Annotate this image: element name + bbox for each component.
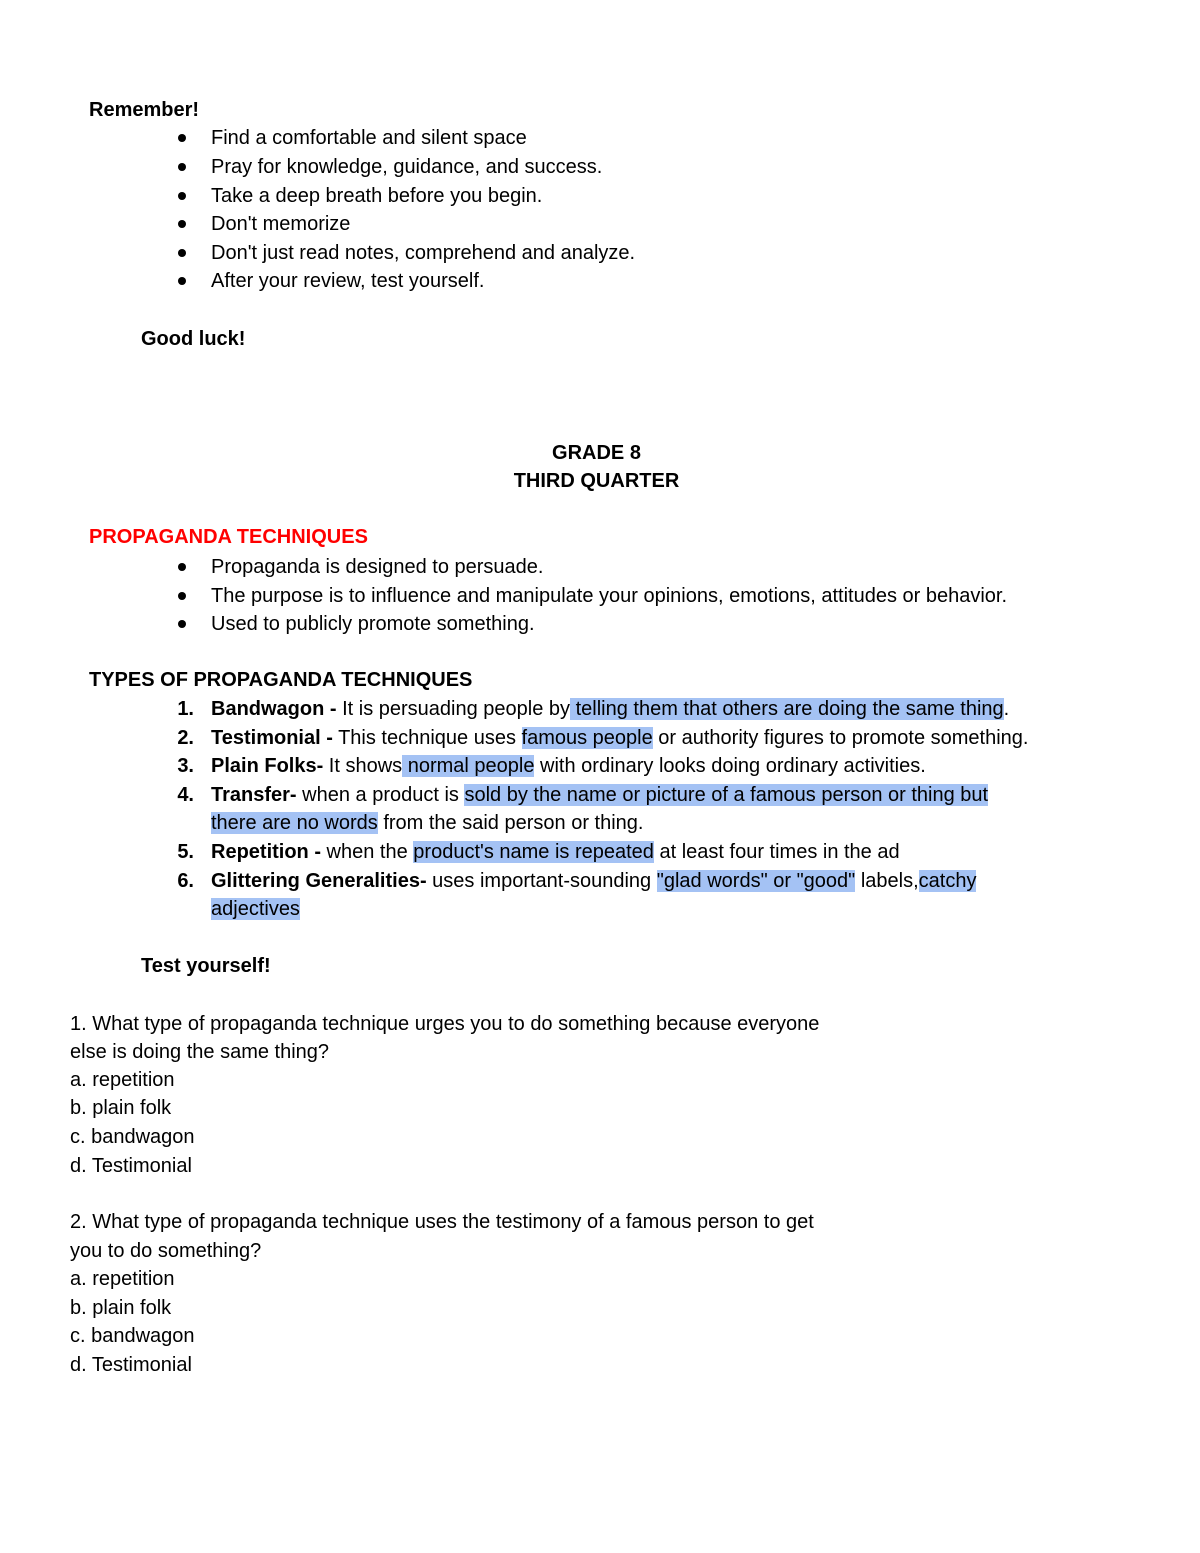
item-number: 4. (177, 784, 194, 806)
technique-text: uses important-sounding (426, 870, 657, 892)
list-item: Used to publicly promote something. (211, 613, 535, 635)
quarter-title: THIRD QUARTER (513, 470, 680, 492)
list-item: After your review, test yourself. (211, 270, 485, 292)
bullet-icon (178, 249, 186, 257)
list-item: Find a comfortable and silent space (211, 127, 527, 149)
technique-term: Transfer- (211, 784, 297, 806)
technique-text: when the (321, 841, 414, 863)
highlighted-text: product's name is repeated (413, 841, 654, 863)
item-number: 6. (177, 870, 194, 892)
technique-text: . (1003, 698, 1010, 720)
bullet-icon (178, 134, 186, 142)
list-item: The purpose is to influence and manipulate your opinions, emotions, attitudes or behavior. (211, 585, 1008, 607)
highlighted-text: sold by the name or picture of a famous person or thing but (464, 784, 989, 806)
technique-item (211, 724, 1028, 752)
item-number: 5. (177, 841, 194, 863)
answer-option: a. repetition (70, 1268, 175, 1290)
technique-term: Bandwagon - (211, 698, 337, 720)
technique-term: Repetition - (211, 841, 321, 863)
technique-item (211, 752, 926, 780)
answer-option: c. bandwagon (70, 1325, 195, 1347)
question-text: you to do something? (70, 1240, 262, 1262)
answer-option: d. Testimonial (70, 1155, 192, 1177)
technique-item (211, 838, 900, 866)
item-number: 1. (177, 698, 194, 720)
technique-text: It shows (323, 755, 403, 777)
technique-text: when a product is (296, 784, 465, 806)
list-item: Pray for knowledge, guidance, and success. (211, 156, 603, 178)
list-item: Don't just read notes, comprehend and analyze. (211, 242, 636, 264)
technique-text: labels, (855, 870, 919, 892)
technique-text: or authority figures to promote something. (652, 727, 1029, 749)
technique-term: Glittering Generalities- (211, 870, 427, 892)
technique-item-continued (211, 895, 300, 923)
technique-term: Testimonial - (211, 727, 333, 749)
list-item: Take a deep breath before you begin. (211, 185, 543, 207)
bullet-icon (178, 620, 186, 628)
bullet-icon (178, 592, 186, 600)
technique-text: from the said person or thing. (377, 812, 644, 834)
highlighted-text: famous people (521, 727, 653, 749)
grade-title: GRADE 8 (552, 442, 641, 464)
question-text: else is doing the same thing? (70, 1041, 330, 1063)
technique-text: at least four times in the ad (653, 841, 900, 863)
good-luck-text: Good luck! (141, 328, 246, 350)
technique-term: Plain Folks- (211, 755, 324, 777)
list-item: Don't memorize (211, 213, 351, 235)
technique-item (211, 781, 988, 809)
highlighted-text: catchy (918, 870, 977, 892)
bullet-icon (178, 563, 186, 571)
item-number: 2. (177, 727, 194, 749)
bullet-icon (178, 192, 186, 200)
highlighted-text: "glad words" or "good" (656, 870, 856, 892)
bullet-icon (178, 163, 186, 171)
technique-text: It is persuading people by (336, 698, 571, 720)
technique-item-continued (211, 809, 643, 837)
bullet-icon (178, 277, 186, 285)
highlighted-text: there are no words (211, 812, 378, 834)
technique-text: with ordinary looks doing ordinary activities. (534, 755, 926, 777)
technique-item (211, 867, 976, 895)
question-text: 2. What type of propaganda technique uses the testimony of a famous person to get (70, 1211, 814, 1233)
question-text: 1. What type of propaganda technique urges you to do something because everyone (70, 1013, 820, 1035)
item-number: 3. (177, 755, 194, 777)
remember-heading: Remember! (89, 99, 200, 121)
types-heading: TYPES OF PROPAGANDA TECHNIQUES (89, 669, 473, 691)
highlighted-text: adjectives (211, 898, 300, 920)
test-heading: Test yourself! (141, 955, 271, 977)
highlighted-text: telling them that others are doing the same thing (570, 698, 1004, 720)
highlighted-text: normal people (402, 755, 535, 777)
answer-option: b. plain folk (70, 1097, 172, 1119)
answer-option: d. Testimonial (70, 1354, 192, 1376)
technique-text: This technique uses (332, 727, 522, 749)
answer-option: c. bandwagon (70, 1126, 195, 1148)
technique-item (211, 695, 1009, 723)
propaganda-heading: PROPAGANDA TECHNIQUES (89, 526, 368, 548)
list-item: Propaganda is designed to persuade. (211, 556, 544, 578)
answer-option: b. plain folk (70, 1297, 172, 1319)
answer-option: a. repetition (70, 1069, 175, 1091)
bullet-icon (178, 220, 186, 228)
